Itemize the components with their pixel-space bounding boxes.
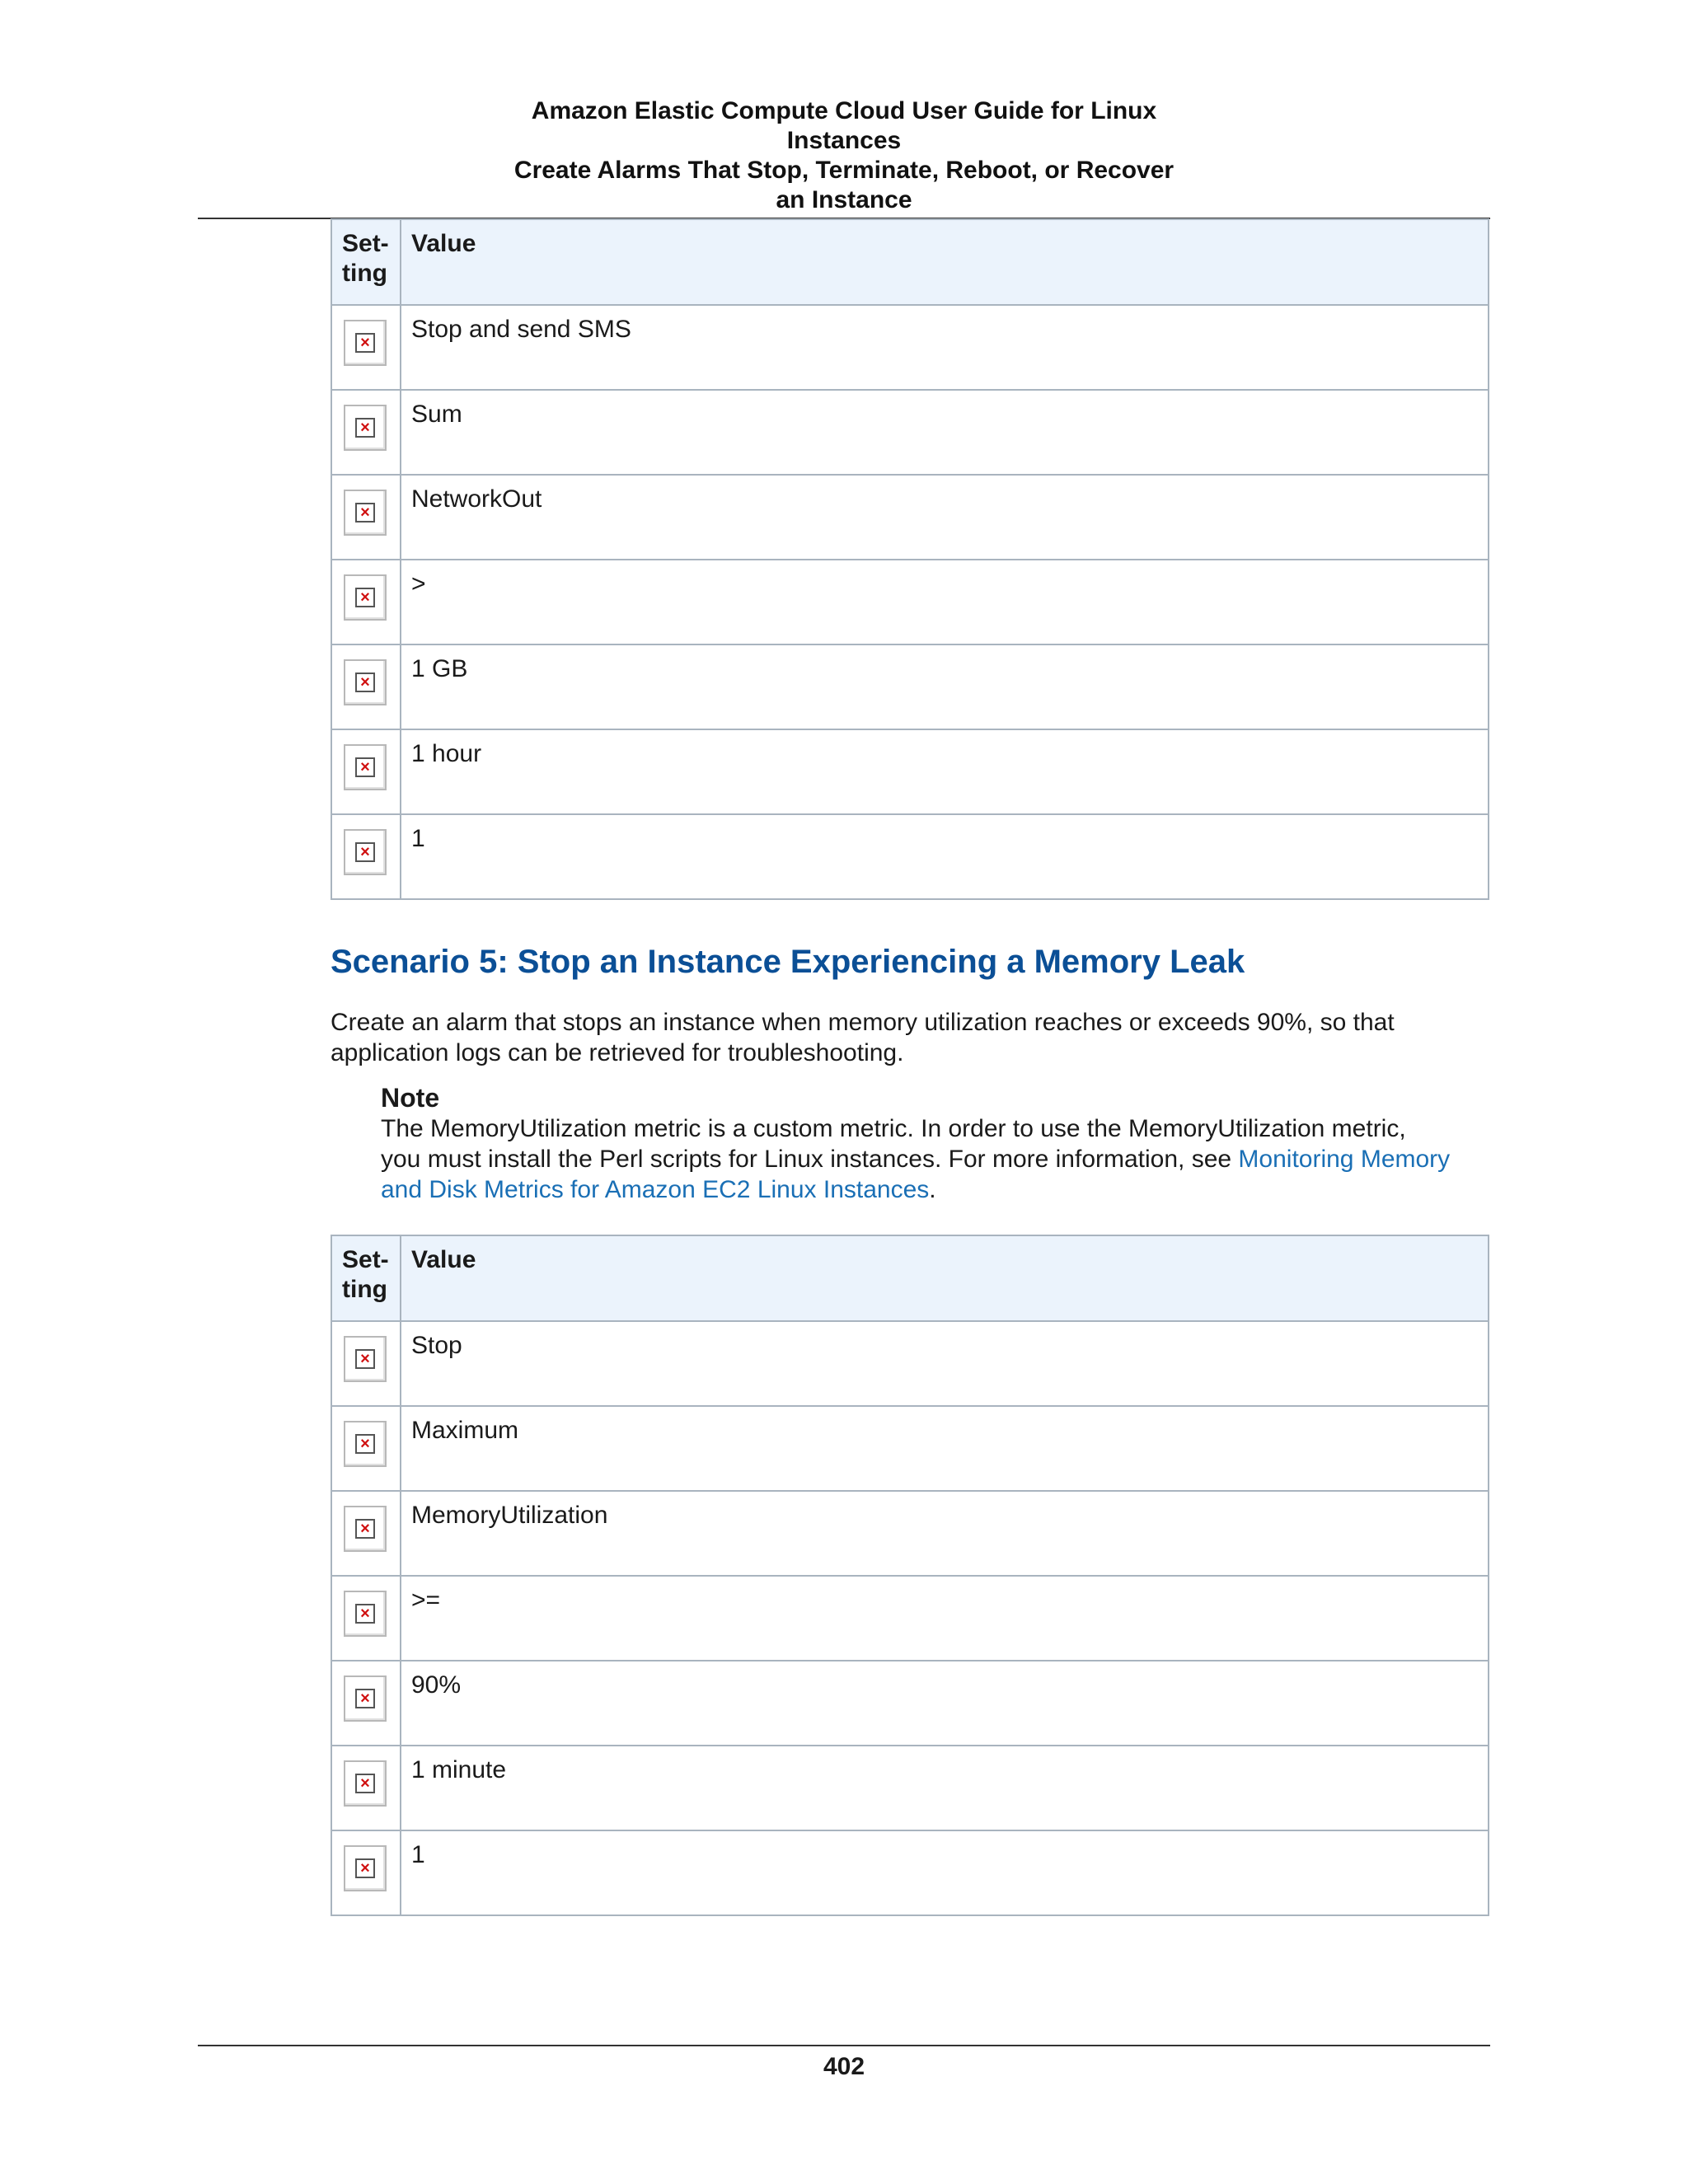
broken-image-icon: ×	[344, 829, 387, 875]
setting-cell	[331, 1406, 401, 1491]
header-line-4: an Instance	[776, 186, 912, 213]
broken-image-icon: ×	[344, 320, 387, 366]
setting-cell	[331, 1491, 401, 1576]
header-line-3: Create Alarms That Stop, Terminate, Reboot, or Recover	[513, 157, 1175, 184]
broken-image-icon: ×	[344, 490, 387, 536]
setting-cell	[331, 729, 401, 814]
value-cell: 1 hour	[401, 729, 1489, 814]
table-row	[331, 1491, 1489, 1576]
broken-image-icon: ×	[344, 574, 387, 621]
value-cell: Stop and send SMS	[401, 305, 1489, 390]
broken-image-icon: ×	[344, 659, 387, 705]
value-cell: Sum	[401, 390, 1489, 475]
table-row	[331, 1406, 1489, 1491]
value-cell: 1	[401, 814, 1489, 899]
note-end: .	[929, 1176, 936, 1203]
table-row	[331, 814, 1489, 899]
value-cell: >	[401, 560, 1489, 644]
column-header-setting: Set- ting	[331, 219, 401, 305]
table-header-row	[331, 219, 1489, 305]
intro-paragraph: Create an alarm that stops an instance when memory utilization reaches or exceeds 90%, so that application logs can be retrieved for troubleshooting.	[331, 1009, 1395, 1066]
broken-image-icon: ×	[344, 1336, 387, 1382]
value-cell: 1 GB	[401, 644, 1489, 729]
value-cell: Stop	[401, 1321, 1489, 1406]
value-cell: Maximum	[401, 1406, 1489, 1491]
table-row	[331, 1746, 1489, 1830]
table-row	[331, 475, 1489, 560]
value-cell: >=	[401, 1576, 1489, 1661]
table-row	[331, 1830, 1489, 1915]
header-line-2: Instances	[786, 127, 902, 154]
value-cell: MemoryUtilization	[401, 1491, 1489, 1576]
setting-cell	[331, 1576, 401, 1661]
settings-table-1	[331, 218, 1489, 900]
table-row	[331, 390, 1489, 475]
value-cell: NetworkOut	[401, 475, 1489, 560]
table-row	[331, 644, 1489, 729]
value-cell: 1 minute	[401, 1746, 1489, 1830]
broken-image-icon: ×	[344, 405, 387, 451]
note-title: Note	[381, 1083, 440, 1113]
column-header-setting: Set- ting	[331, 1235, 401, 1321]
broken-image-icon: ×	[344, 1506, 387, 1552]
table-row	[331, 729, 1489, 814]
setting-cell	[331, 1830, 401, 1915]
footer-rule	[198, 2045, 1490, 2046]
setting-cell	[331, 475, 401, 560]
broken-image-icon: ×	[344, 1591, 387, 1637]
note-body	[381, 1113, 1452, 1205]
setting-cell	[331, 305, 401, 390]
header-line-1: Amazon Elastic Compute Cloud User Guide for Linux	[531, 97, 1157, 124]
setting-cell	[331, 814, 401, 899]
page-number: 402	[823, 2053, 865, 2080]
value-cell: 90%	[401, 1661, 1489, 1746]
broken-image-icon: ×	[344, 1845, 387, 1891]
column-header-value: Value	[401, 219, 1489, 305]
note-text: The MemoryUtilization metric is a custom metric. In order to use the MemoryUtilization metric, you must install the Perl scripts for Linux instances. For more information, see	[381, 1115, 1406, 1173]
broken-image-icon: ×	[344, 1760, 387, 1807]
table-row	[331, 1321, 1489, 1406]
monitoring-memory-link[interactable]: Monitoring Memory and Disk Metrics for Amazon EC2 Linux Instances	[381, 1146, 1451, 1203]
broken-image-icon: ×	[344, 1421, 387, 1467]
page-header	[198, 96, 1490, 215]
section-heading: Scenario 5: Stop an Instance Experiencing a Memory Leak	[331, 944, 1245, 980]
setting-cell	[331, 1746, 401, 1830]
value-cell: 1	[401, 1830, 1489, 1915]
note-box	[381, 1082, 1452, 1205]
setting-cell	[331, 560, 401, 644]
setting-cell	[331, 644, 401, 729]
settings-table-2	[331, 1235, 1489, 1916]
setting-cell	[331, 390, 401, 475]
broken-image-icon: ×	[344, 744, 387, 790]
broken-image-icon: ×	[344, 1675, 387, 1722]
setting-cell	[331, 1321, 401, 1406]
table-row	[331, 1661, 1489, 1746]
table-row	[331, 305, 1489, 390]
table-row	[331, 1576, 1489, 1661]
column-header-value: Value	[401, 1235, 1489, 1321]
table-row	[331, 560, 1489, 644]
setting-cell	[331, 1661, 401, 1746]
table-header-row	[331, 1235, 1489, 1321]
